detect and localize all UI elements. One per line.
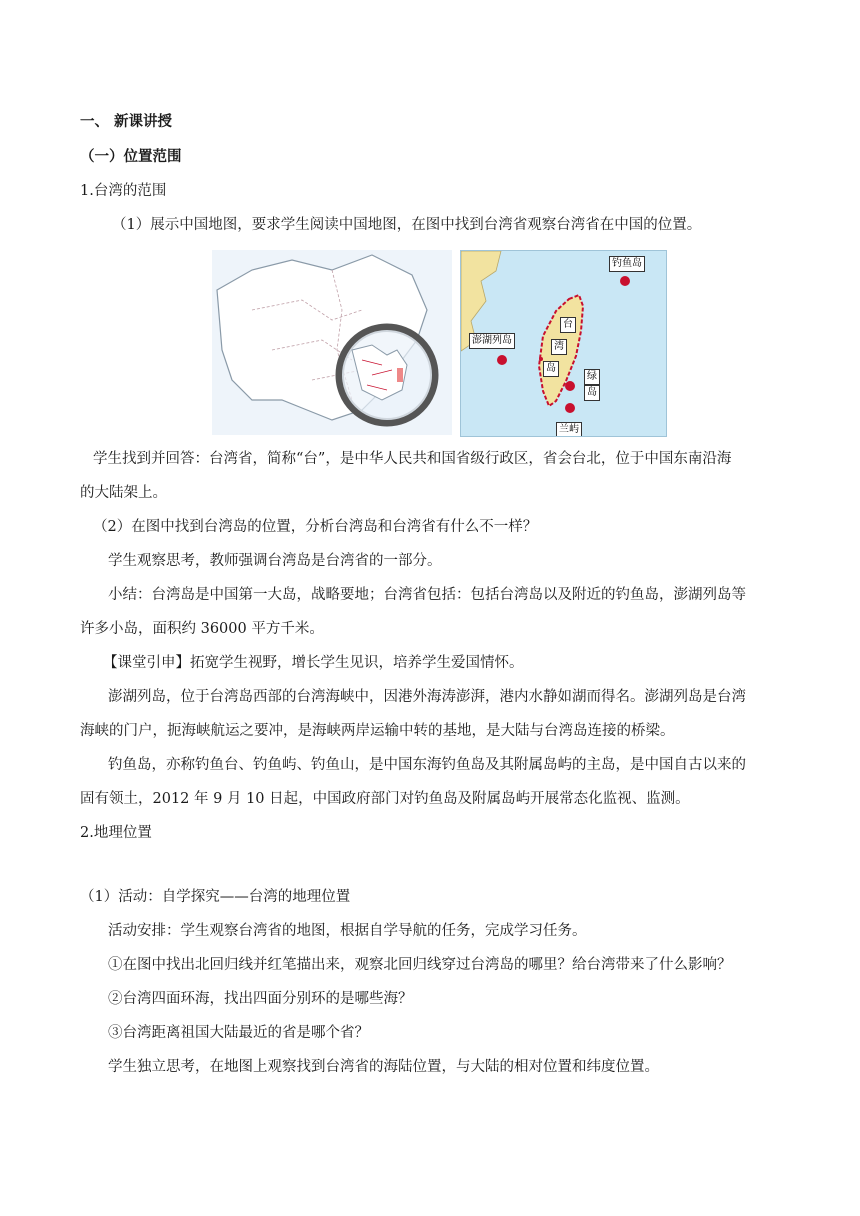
item-heading-location: 2.地理位置 [80,825,152,841]
activity-arrangement: 活动安排：学生观察台湾省的地图，根据自学导航的任务，完成学习任务。 [108,923,587,939]
taiwan-label-dao: 岛 [543,361,559,377]
answer-1-line-1: 学生找到并回答：台湾省，简称“台”，是中华人民共和国省级行政区，省会台北，位于中国东南沿海 [93,451,732,467]
china-map-figure [212,250,452,435]
section-heading: 一、 新课讲授 [80,114,173,130]
taiwan-label-wan: 湾 [551,339,567,355]
taiwan-label-tai: 台 [560,317,576,333]
diaoyu-line-1: 钓鱼岛，亦称钓鱼台、钓鱼屿、钓鱼山，是中国东海钓鱼岛及其附属岛屿的主岛，是中国自古以来的 [108,757,746,773]
subsection-heading: （一）位置范围 [80,149,182,165]
penghu-label: 澎湖列岛 [469,333,515,349]
question-2: ②台湾四面环海，找出四面分别环的是哪些海？ [108,991,413,1007]
summary-line-1: 小结：台湾岛是中国第一大岛，战略要地；台湾省包括：包括台湾岛以及附近的钓鱼岛，澎湖列岛等 [108,587,746,603]
question-1: ①在图中找出北回归线并红笔描出来，观察北回归线穿过台湾岛的哪里？给台湾带来了什么影响？ [108,957,732,973]
penghu-line-1: 澎湖列岛，位于台湾岛西部的台湾海峡中，因港外海涛澎湃，港内水静如湖而得名。澎湖列岛是台湾 [108,689,746,705]
lanyu-marker [565,403,575,413]
china-map-image [212,250,452,435]
summary-line-2: 许多小岛，面积约 36000 平方千米。 [80,621,324,637]
step-1-text: （1）展示中国地图，要求学生阅读中国地图，在图中找到台湾省观察台湾省在中国的位置。 [112,217,702,233]
step-2-text: （2）在图中找到台湾岛的位置，分析台湾岛和台湾省有什么不一样？ [93,519,538,535]
lanyu-label: 兰屿 [556,422,582,437]
taiwan-map-figure [460,250,667,437]
penghu-marker [497,355,507,365]
think-text: 学生独立思考，在地图上观察找到台湾省的海陆位置，与大陆的相对位置和纬度位置。 [108,1059,659,1075]
diaoyu-line-2: 固有领土，2012 年 9 月 10 日起，中国政府部门对钓鱼岛及附属岛屿开展常态化监视、监测。 [80,791,690,807]
lvdao-label-1: 绿 [584,369,600,385]
answer-1-line-2: 的大陆架上。 [80,485,167,501]
question-3: ③台湾距离祖国大陆最近的省是哪个省？ [108,1025,369,1041]
activity-title: （1）活动：自学探究——台湾的地理位置 [80,889,351,905]
lvdao-marker [565,381,575,391]
diaoyu-marker [620,276,630,286]
item-heading-scope: 1.台湾的范围 [80,183,167,199]
penghu-line-2: 海峡的门户，扼海峡航运之要冲，是海峡两岸运输中转的基地，是大陆与台湾岛连接的桥梁。 [80,723,675,739]
observe-text: 学生观察思考，教师强调台湾岛是台湾省的一部分。 [108,553,442,569]
guide-text: 【课堂引申】拓宽学生视野，增长学生见识，培养学生爱国情怀。 [103,655,524,671]
diaoyu-label: 钓鱼岛 [609,256,645,272]
lvdao-label-2: 岛 [584,385,600,401]
